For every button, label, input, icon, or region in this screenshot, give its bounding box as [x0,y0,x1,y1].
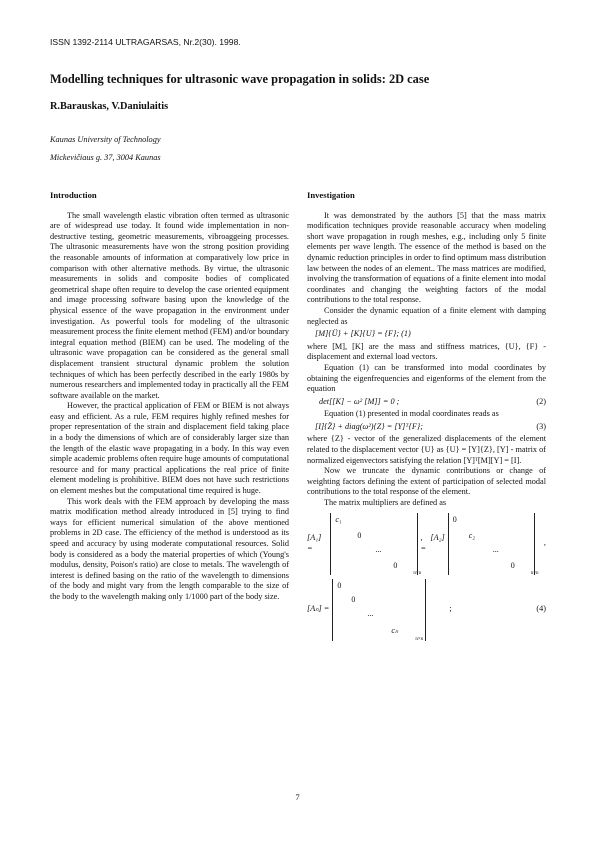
affiliation-org: Kaunas University of Technology [50,135,161,144]
matrix-a2-label: , [A₂] = [420,533,445,553]
investigation-paragraph-1: It was demonstrated by the authors [5] that the mass matrix modification techniques provide reasonable accuracy when modeling short wave propagation in rough meshes, e.g., including only 5 finite elements per wave length. The essence of the method is based on the dynamic reduction principles in order to find optimum mass distribution law between the nodes of an element.. The mass matrices are modified, involving the transformation of equations of a finite element into modal coordinates and changing the weighting factors of the modal contributions to the total response. [307,210,546,305]
matrix-a2-zero: 0 [452,514,457,524]
equation-2-number: (2) [536,396,546,406]
matrix-a1-label: [A₁] = [307,533,322,553]
matrix-a1-size: n×n [413,570,422,576]
matrix-separator-comma: , [543,538,546,548]
investigation-paragraph-3: where [M], [K] are the mass and stiffness matrices, {U}, {F} - displacement and external load vectors. [307,341,546,362]
equation-2 [307,397,546,408]
matrix-an-zero: 0 [337,580,342,590]
matrix-an-size: n×n [415,636,424,642]
left-column [50,190,289,603]
investigation-paragraph-5: Equation (1) presented in modal coordinates reads as [324,409,499,419]
matrix-an-label: [Aₙ] = [307,604,330,614]
investigation-paragraph-8: The matrix multipliers are defined as [324,498,447,508]
matrix-end-semicolon: ; [449,604,452,614]
matrix-a1-dots: ... [375,544,382,554]
matrix-a2-zero-2: 0 [510,560,515,570]
matrix-a2 [448,513,539,576]
intro-paragraph-3: This work deals with the FEM approach by developing the mass matrix modification method already introduced in [5] trying to find ways for efficient numerical simulation of the above mentioned problems in 2D case. The efficiency of the method is understood as its speed and accuracy by using moderate computational resources. Solid body is considered as a body the material properties of which (Young's modulus, density, Poison's ratio) are close to metals. The wavelength of interest is defined basing on the ratio of the wavelength to dimensions of the body and might vary from the length comparable to the size of the body to the wavelength making only 1/1000 part of the body size. [50,496,289,601]
matrix-row-1 [307,513,546,575]
matrix-a2-size: n×n [530,570,539,576]
affiliation [50,131,161,167]
matrix-an-dots: ... [367,608,374,618]
right-column [307,190,546,645]
page-number: 7 [295,792,300,802]
intro-paragraph-1: The small wavelength elastic vibration often termed as ultrasonic are of widespread use today. It found wide implementation in non-destructive testing, geometric measurements, vibroaggeing processes. The ultrasonic measurements have won the strong position providing the reasonable amounts of information at comparatively low price in comparison with other alternative methods. By virtue, the ultrasonic measurements in solids and composite bodies of complicated geometrical shape often require to develop the case oriented equipment and image processing software basing upon the knowledge of the physical essence of the wave propagation in the environment under investigation. As powerful tools for modeling of the ultrasonic measurement process the finite element method (FEM) and/or boundary integral equation method (BIEM) can be used. The modeling of the ultrasonic wave propagation can be considered as the general small displacement transient structural dynamic problem the solution techniques of which has been perfectly described in the early 1980s by numerous researchers and implemented today in practically all the FEM software available on the market. [50,210,289,400]
equation-3 [307,422,546,433]
affiliation-address: Mickevičiaus g. 37, 3004 Kaunas [50,153,161,162]
equation-3-text: [I]{Z̈} + diag(ω²){Z} = [Y]ᵀ{F}; [315,421,423,431]
equation-4-number: (4) [536,604,546,614]
section-heading-investigation: Investigation [307,190,355,200]
authors: R.Barauskas, V.Daniulaitis [50,101,169,112]
matrix-a1 [330,513,422,576]
equation-2-text: det[[K] − ω² [M]] = 0 ; [319,396,400,406]
matrix-a1-zero-2: 0 [393,560,398,570]
matrix-an [332,579,426,641]
equation-1 [307,329,546,340]
matrix-row-2 [307,579,546,641]
investigation-paragraph-7: Now we truncate the dynamic contributions or change of weighting factors defining the extent of participation of selected modal contributions to the total response of the element. [307,466,546,497]
matrix-an-cn: cₙ [391,625,399,635]
matrix-an-zero-2: 0 [351,594,356,604]
matrix-a2-c2: c₂ [468,530,476,540]
intro-paragraph-2: However, the practical application of FEM or BIEM is not always easy and efficient. As a rule, FEM requires highly refined meshes for proper representation of the strain and displacement field taking place in a body the dimensions of which are of considerably larger size than the length of the elastic wave propagating in a body. In this way even simple academic problems often require huge amounts of computational resource and for many practical applications the real price of finite element modeling is prohibitive. BIEM does not have such restrictions on element meshes but the computational time required is huge. [50,401,289,496]
matrix-a1-zero: 0 [357,530,362,540]
equation-1-text: [M]{Ü} + [K]{U} = {F}; (1) [315,329,411,339]
investigation-paragraph-6: where {Z} - vector of the generalized displacements of the element related to the displacement vector {U} as {U} = [Y]{Z}, [Y] - matrix of normalized eigenvectors satisfying the relation [Y]ᵀ[M][Y] = [I]. [307,434,546,465]
paper-title: Modelling techniques for ultrasonic wave propagation in solids: 2D case [50,72,430,86]
equation-3-number: (3) [536,421,546,431]
section-heading-introduction: Introduction [50,190,97,200]
journal-header: ISSN 1392-2114 ULTRAGARSAS, Nr.2(30). 1998. [50,37,241,47]
investigation-paragraph-2: Consider the dynamic equation of a finite element with damping neglected as [307,305,546,326]
matrix-a2-dots: ... [492,544,499,554]
matrix-a1-c1: c₁ [335,514,342,524]
investigation-paragraph-4: Equation (1) can be transformed into modal coordinates by obtaining the eigenfrequencies and eigenforms of the element from the equation [307,362,546,394]
